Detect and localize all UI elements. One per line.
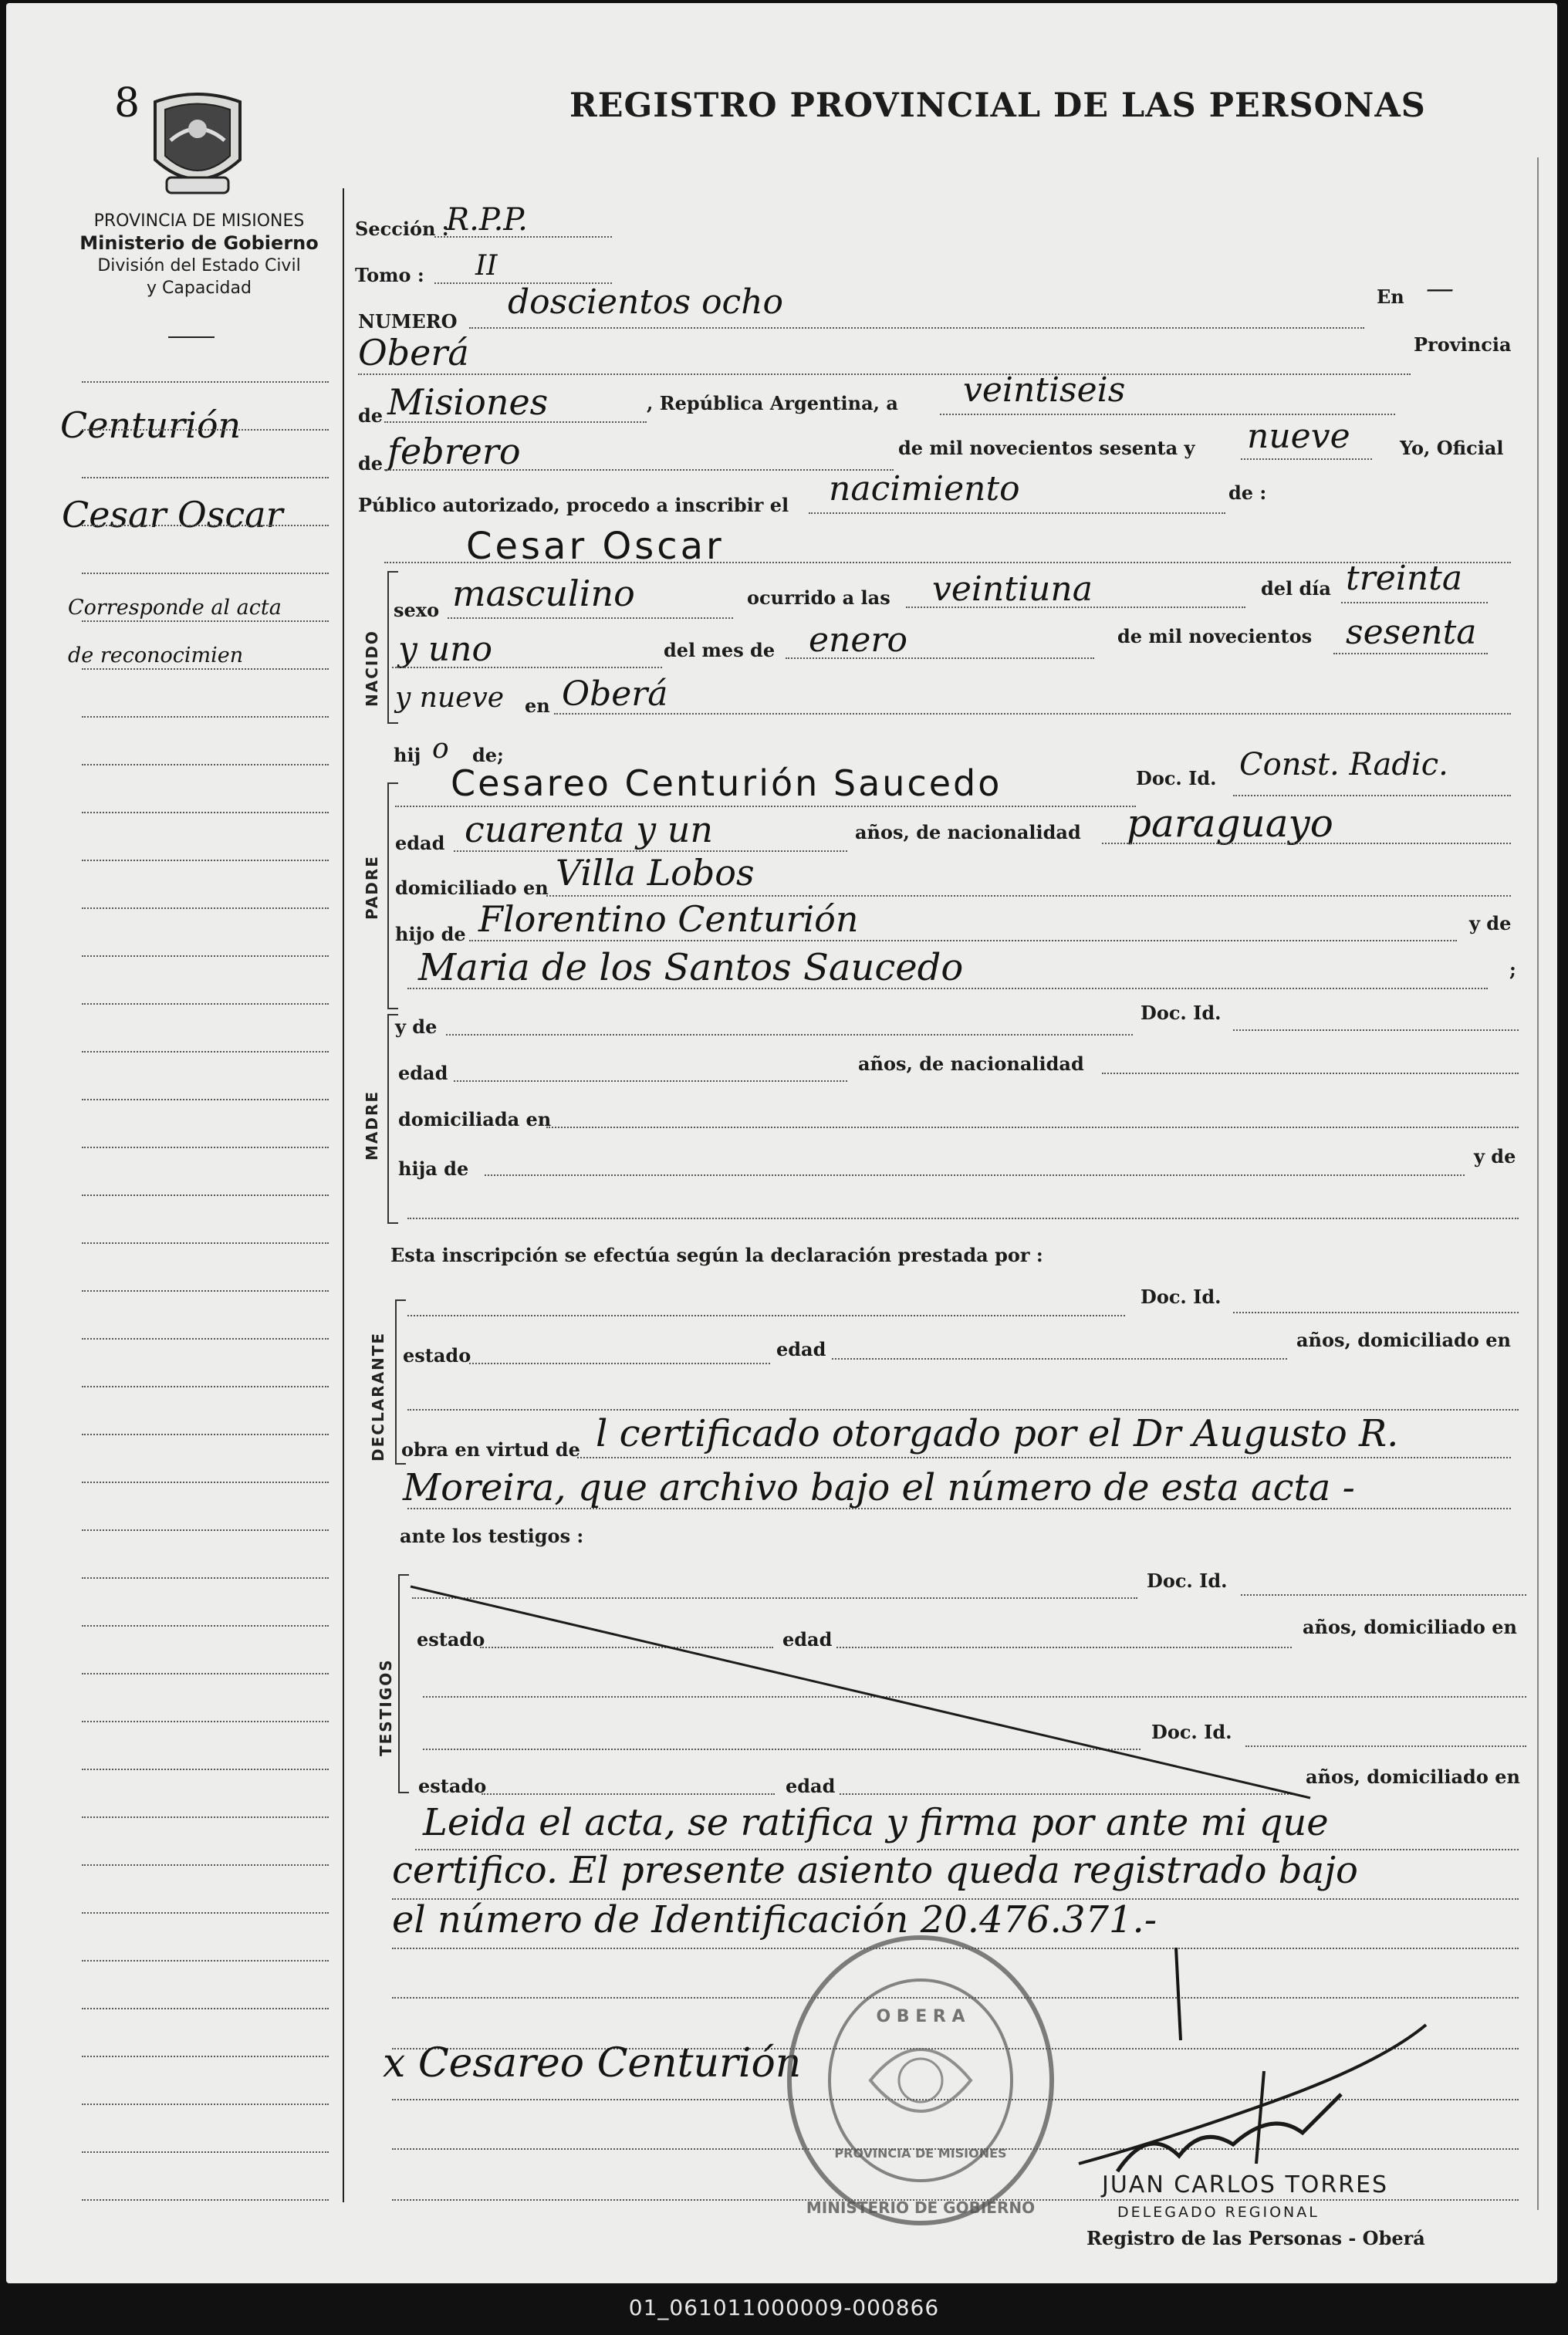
official-title: DELEGADO REGIONAL bbox=[1117, 2204, 1320, 2221]
agency-line-3: División del Estado Civil bbox=[97, 256, 301, 275]
obra-value-1: l certificado otorgado por el Dr Augusto R. bbox=[596, 1412, 1399, 1455]
official-name: JUAN CARLOS TORRES bbox=[1102, 2171, 1389, 2198]
month-value: febrero bbox=[387, 431, 521, 472]
testigo2-doc-label: Doc. Id. bbox=[1151, 1721, 1232, 1743]
agency-line-2: Ministerio de Gobierno bbox=[79, 232, 319, 254]
mes-value: enero bbox=[809, 620, 907, 660]
closing-line-1: Leida el acta, se ratifica y firma por ante mi que bbox=[423, 1801, 1329, 1844]
dia-value-1: treinta bbox=[1346, 559, 1463, 598]
closing-line-3: el número de Identificación 20.476.371.- bbox=[392, 1898, 1157, 1941]
margin-given-names: Cesar Oscar bbox=[62, 494, 283, 536]
madre-doc-label: Doc. Id. bbox=[1141, 1002, 1222, 1024]
seccion-value: R.P.P. bbox=[446, 202, 528, 238]
official-stamp-icon bbox=[778, 1926, 1063, 2235]
declarante-edad-label: edad bbox=[776, 1338, 826, 1360]
padre-domicilio-value: Villa Lobos bbox=[556, 852, 755, 894]
republica-label: , República Argentina, a bbox=[647, 392, 898, 414]
mil-label: de mil novecientos sesenta y bbox=[898, 437, 1195, 459]
year-value-2: y nueve bbox=[395, 682, 505, 714]
testigo1-estado-label: estado bbox=[417, 1628, 485, 1651]
padre-edad-value: cuarenta y un bbox=[465, 809, 714, 850]
madre-section-label: MADRE bbox=[363, 1090, 381, 1161]
dia-value-2: y uno bbox=[398, 630, 493, 669]
margin-note-line-1: Corresponde al acta bbox=[68, 596, 282, 620]
agency-line-1: PROVINCIA DE MISIONES bbox=[93, 211, 305, 231]
numero-value: doscientos ocho bbox=[508, 282, 784, 322]
del-dia-label: del día bbox=[1261, 577, 1331, 600]
de-label: de bbox=[358, 404, 384, 427]
padre-domiciliado-label: domiciliado en bbox=[395, 877, 549, 899]
madre-y-de-label-2: y de bbox=[1474, 1145, 1516, 1168]
nacido-section-label: NACIDO bbox=[363, 630, 381, 707]
publico-label: Público autorizado, procedo a inscribir el bbox=[358, 494, 789, 516]
padre-name-value: Cesareo Centurión Saucedo bbox=[451, 762, 1002, 804]
testigo2-edad-label: edad bbox=[786, 1775, 836, 1797]
sexo-value: masculino bbox=[452, 573, 635, 614]
day-value: veintiseis bbox=[963, 370, 1126, 410]
margin-note-line-2: de reconocimien bbox=[68, 644, 244, 667]
year-value: nueve bbox=[1247, 417, 1350, 456]
testigo2-estado-label: estado bbox=[418, 1775, 487, 1797]
en-value: — bbox=[1426, 273, 1454, 305]
lugar-value: Oberá bbox=[562, 674, 668, 714]
hijo-label: hij bbox=[394, 744, 421, 766]
tomo-value: II bbox=[475, 250, 498, 282]
seccion-label: Sección : bbox=[355, 218, 449, 240]
ante-label: ante los testigos : bbox=[400, 1525, 584, 1547]
scan-id: 01_061011000009-000866 bbox=[628, 2295, 940, 2320]
del-mes-label: del mes de bbox=[664, 639, 776, 661]
provincia-label: Provincia bbox=[1414, 333, 1512, 356]
madre-domiciliada-label: domiciliada en bbox=[398, 1108, 552, 1130]
place-value: Oberá bbox=[358, 332, 469, 373]
declarante-doc-label: Doc. Id. bbox=[1141, 1286, 1222, 1308]
declarante-estado-label: estado bbox=[403, 1344, 471, 1367]
madre-hija-de-label: hija de bbox=[398, 1157, 469, 1180]
ocurrido-label: ocurrido a las bbox=[747, 586, 890, 609]
nacido-en-label: en bbox=[525, 694, 550, 717]
declarante-domiciliado-label: años, domiciliado en bbox=[1296, 1329, 1511, 1351]
official-signature-icon bbox=[1071, 2009, 1441, 2195]
hijo-de-label: de; bbox=[472, 744, 504, 766]
padre-doc-value: Const. Radic. bbox=[1239, 747, 1448, 782]
hour-value: veintiuna bbox=[932, 569, 1093, 609]
official-office: Registro de las Personas - Oberá bbox=[1086, 2227, 1425, 2249]
padre-nacionalidad-label: años, de nacionalidad bbox=[855, 821, 1081, 843]
testigos-section-label: TESTIGOS bbox=[377, 1658, 395, 1756]
sexo-label: sexo bbox=[394, 599, 440, 621]
margin-surname: Centurión bbox=[60, 404, 242, 446]
svg-text:MINISTERIO DE GOBIERNO: MINISTERIO DE GOBIERNO bbox=[806, 2198, 1036, 2217]
svg-text:PROVINCIA DE MISIONES: PROVINCIA DE MISIONES bbox=[834, 2146, 1007, 2161]
numero-label: NUMERO bbox=[358, 310, 458, 333]
testigo1-doc-label: Doc. Id. bbox=[1147, 1570, 1228, 1592]
padre-doc-label: Doc. Id. bbox=[1136, 767, 1217, 789]
padre-edad-label: edad bbox=[395, 832, 445, 854]
testigo1-domiciliado-label: años, domiciliado en bbox=[1303, 1616, 1517, 1638]
padre-y-de-label: y de bbox=[1469, 912, 1512, 934]
padre-parent2-value: Maria de los Santos Saucedo bbox=[418, 946, 964, 989]
padre-semicolon: ; bbox=[1509, 958, 1516, 981]
obra-label: obra en virtud de bbox=[401, 1438, 580, 1461]
padre-nacionalidad-value: paraguayo bbox=[1127, 801, 1333, 846]
madre-y-de-label: y de bbox=[395, 1015, 438, 1038]
testigo2-domiciliado-label: años, domiciliado en bbox=[1306, 1766, 1520, 1788]
year-value-1: sesenta bbox=[1346, 613, 1477, 652]
testigo1-edad-label: edad bbox=[782, 1628, 833, 1651]
document-title: REGISTRO PROVINCIAL DE LAS PERSONAS bbox=[569, 86, 1426, 125]
de-colon-label: de : bbox=[1228, 482, 1267, 504]
hijo-value: o bbox=[432, 733, 449, 765]
child-name-value: Cesar Oscar bbox=[466, 525, 725, 568]
svg-text:O B E R A: O B E R A bbox=[876, 2007, 965, 2026]
padre-section-label: PADRE bbox=[363, 855, 381, 920]
provincia-value: Misiones bbox=[387, 381, 549, 423]
padre-parent1-value: Florentino Centurión bbox=[478, 898, 859, 940]
act-type-value: nacimiento bbox=[829, 469, 1020, 509]
declarant-signature: x Cesareo Centurión bbox=[383, 2040, 802, 2087]
tomo-label: Tomo : bbox=[355, 264, 424, 286]
closing-line-2: certifico. El presente asiento queda registrado bajo bbox=[392, 1849, 1358, 1892]
de-label-2: de bbox=[358, 452, 384, 475]
padre-hijo-de-label: hijo de bbox=[395, 923, 466, 945]
declarante-section-label: DECLARANTE bbox=[369, 1331, 387, 1461]
mil-label-2: de mil novecientos bbox=[1117, 625, 1313, 647]
document-page bbox=[6, 3, 1557, 2283]
yo-label: Yo, Oficial bbox=[1400, 437, 1504, 459]
right-edge-rule bbox=[1537, 157, 1539, 2210]
en-label: En bbox=[1377, 286, 1404, 308]
madre-nacionalidad-label: años, de nacionalidad bbox=[858, 1053, 1084, 1075]
declarante-intro: Esta inscripción se efectúa según la declaración prestada por : bbox=[390, 1244, 1043, 1266]
obra-value-2: Moreira, que archivo bajo el número de esta acta - bbox=[403, 1466, 1355, 1509]
madre-edad-label: edad bbox=[398, 1062, 448, 1084]
page-number: 8 bbox=[114, 80, 140, 127]
agency-line-4: y Capacidad bbox=[147, 279, 252, 298]
